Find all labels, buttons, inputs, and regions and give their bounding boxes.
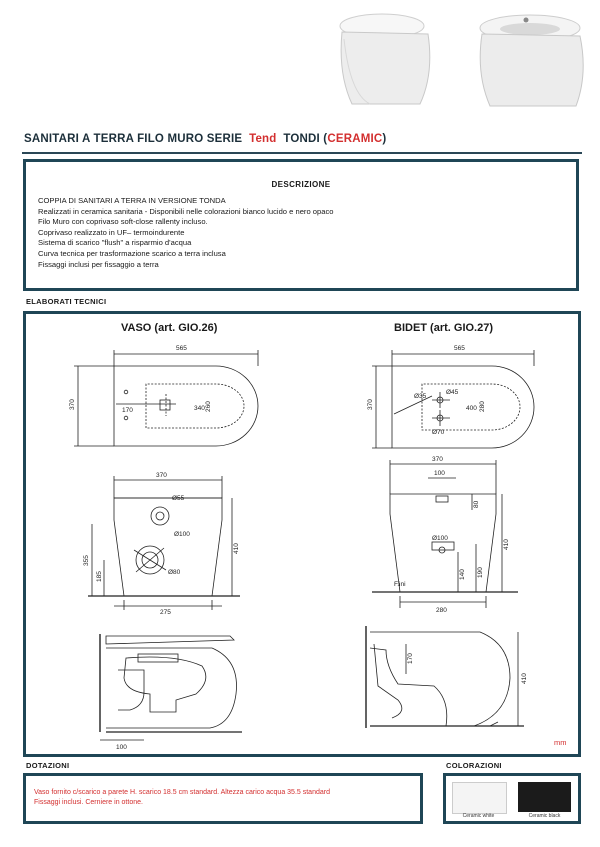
technical-drawings-label: ELABORATI TECNICI	[26, 297, 107, 306]
dim-label: 170	[122, 407, 133, 414]
description-line: Sistema di scarico "flush" a risparmio d'acqua	[38, 238, 192, 248]
dotazioni-line: Vaso fornito c/scarico a parete H. scarico 18.5 cm standard. Altezza carico acqua 35.5 standard	[34, 789, 330, 796]
dim-label: 170	[407, 653, 414, 664]
dim-label: F.ini	[394, 581, 406, 588]
vaso-photo	[340, 14, 430, 104]
colorazioni-label: COLORAZIONI	[446, 761, 502, 770]
product-photos	[330, 4, 592, 120]
dim-label: Ø100	[174, 531, 190, 538]
series-name: Tend	[249, 133, 277, 145]
description-line: Filo Muro con coprivaso soft-close rallenty incluso.	[38, 217, 208, 227]
bidet-photo	[480, 15, 583, 106]
dim-label: 275	[160, 609, 171, 616]
description-line: Curva tecnica per trasformazione scarico a terra inclusa	[38, 248, 226, 258]
vaso-front-view	[88, 476, 240, 610]
title-divider	[22, 152, 582, 154]
dim-label: 140	[459, 569, 466, 580]
dim-label: 260	[205, 401, 212, 412]
dim-label: Ø45	[446, 389, 459, 396]
swatch-white-label: Ceramic white	[462, 813, 495, 819]
swatch-ceramic-black	[518, 782, 571, 812]
drawings-canvas	[26, 314, 578, 754]
page-title	[24, 133, 386, 145]
title-end: )	[382, 133, 387, 145]
dim-label: Ø80	[168, 569, 181, 576]
bidet-top-view	[372, 350, 534, 448]
dim-label: 355	[83, 555, 90, 566]
dim-label: 565	[454, 345, 465, 352]
dim-label: 400	[466, 405, 477, 412]
vaso-dimension-labels	[69, 345, 240, 751]
dotazioni-text	[34, 788, 330, 808]
dim-label: 280	[479, 401, 486, 412]
dim-label: 100	[116, 744, 127, 751]
dim-label: 370	[156, 472, 167, 479]
dim-label: 80	[473, 500, 480, 508]
dim-label: 410	[521, 673, 528, 684]
unit-label: mm	[554, 738, 567, 747]
dim-label: 340	[194, 405, 205, 412]
title-ceramic: CERAMIC	[327, 133, 383, 145]
dim-label: Ø70	[432, 429, 445, 436]
dim-label: 280	[436, 607, 447, 614]
dim-label: 190	[477, 567, 484, 578]
technical-drawings-box	[23, 311, 581, 757]
description-line: Realizzati in ceramica sanitaria - Disponibili nelle colorazioni bianco lucido e nero opaco	[38, 206, 334, 216]
dim-label: 565	[176, 345, 187, 352]
description-line: Fissaggi inclusi per fissaggio a terra	[38, 259, 159, 269]
bidet-side-view	[366, 626, 524, 728]
swatch-black-label: Ceramic black	[528, 813, 561, 819]
description-heading: DESCRIZIONE	[271, 180, 331, 189]
dotazioni-line: Fissaggi inclusi. Cerniere in ottone.	[34, 799, 143, 806]
bidet-dimension-labels	[367, 345, 528, 684]
dim-label: 185	[96, 571, 103, 582]
vaso-title: VASO (art. GIO.26)	[121, 322, 218, 334]
description-lines	[38, 196, 333, 270]
description-box	[23, 159, 579, 291]
dotazioni-box	[23, 773, 423, 824]
swatch-ceramic-white	[452, 782, 507, 814]
bidet-title: BIDET (art. GIO.27)	[394, 322, 494, 334]
dim-label: Ø55	[172, 495, 185, 502]
dim-label: Ø100	[432, 535, 448, 542]
dim-label: 370	[367, 399, 374, 410]
dim-label: 410	[503, 539, 510, 550]
dim-label: 370	[432, 456, 443, 463]
colorazioni-box	[443, 773, 581, 824]
vaso-side-view	[100, 634, 242, 740]
dim-label: 410	[233, 543, 240, 554]
title-mid: TONDI (	[283, 133, 328, 145]
dim-label: 370	[69, 399, 76, 410]
dim-label: Ø35	[414, 393, 427, 400]
description-line: COPPIA DI SANITARI A TERRA IN VERSIONE TONDA	[38, 196, 226, 205]
vaso-top-view	[74, 350, 258, 446]
dim-label: 100	[434, 470, 445, 477]
dotazioni-label: DOTAZIONI	[26, 761, 70, 770]
description-line: Coprivaso realizzato in UF– termoindurente	[38, 227, 185, 237]
title-prefix: SANITARI A TERRA FILO MURO SERIE	[24, 133, 243, 145]
